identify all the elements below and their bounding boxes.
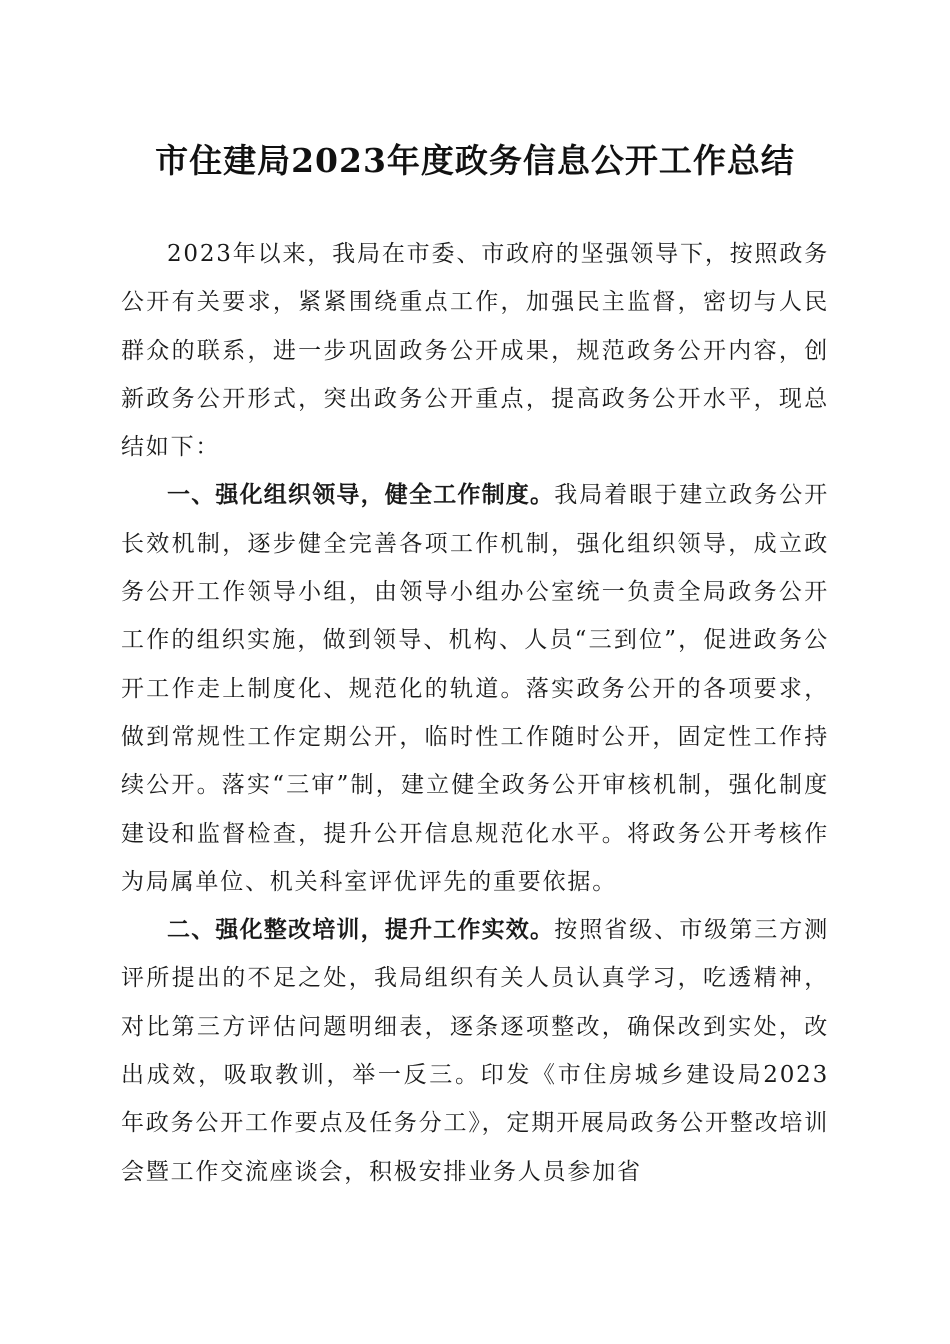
paragraph-text: 我局着眼于建立政务公开长效机制，逐步健全完善各项工作机制，强化组织领导，成立政务公开工作领导小组，由领导小组办公室统一负责全局政务公开工作的组织实施，做到领导、机构、人员“三到位”，促进政务公开工作走上制度化、规范化的轨道。落实政务公开的各项要求，做到常规性工作定期公开，临时性工作随时公开，固定性工作持续公开。落实“三审”制，建立健全政务公开审核机制，强化制度建设和监督检查，提升公开信息规范化水平。将政务公开考核作为局属单位、机关科室评优评先的重要依据。 <box>121 482 829 895</box>
section-heading: 二、强化整改培训，提升工作实效。 <box>167 917 555 944</box>
paragraph-text: 按照省级、市级第三方测评所提出的不足之处，我局组织有关人员认真学习，吃透精神，对比第三方评估问题明细表，逐条逐项整改，确保改到实处，改出成效，吸取教训，举一反三。印发《市住房城乡建设局2023年政务公开工作要点及任务分工》，定期开展局政务公开整改培训会暨工作交流座谈会，积极安排业务人员参加省 <box>121 917 829 1185</box>
section-one-paragraph <box>121 471 829 906</box>
paragraph-text: 2023年以来，我局在市委、市政府的坚强领导下，按照政务公开有关要求，紧紧围绕重点工作，加强民主监督，密切与人民群众的联系，进一步巩固政务公开成果，规范政务公开内容，创新政务公开形式，突出政务公开重点，提高政务公开水平，现总结如下： <box>121 241 829 461</box>
intro-paragraph <box>121 230 829 471</box>
section-heading: 一、强化组织领导，健全工作制度。 <box>167 482 555 509</box>
section-two-paragraph <box>121 906 829 1196</box>
document-title: 市住建局2023年度政务信息公开工作总结 <box>155 141 795 180</box>
document-body <box>121 230 829 1196</box>
